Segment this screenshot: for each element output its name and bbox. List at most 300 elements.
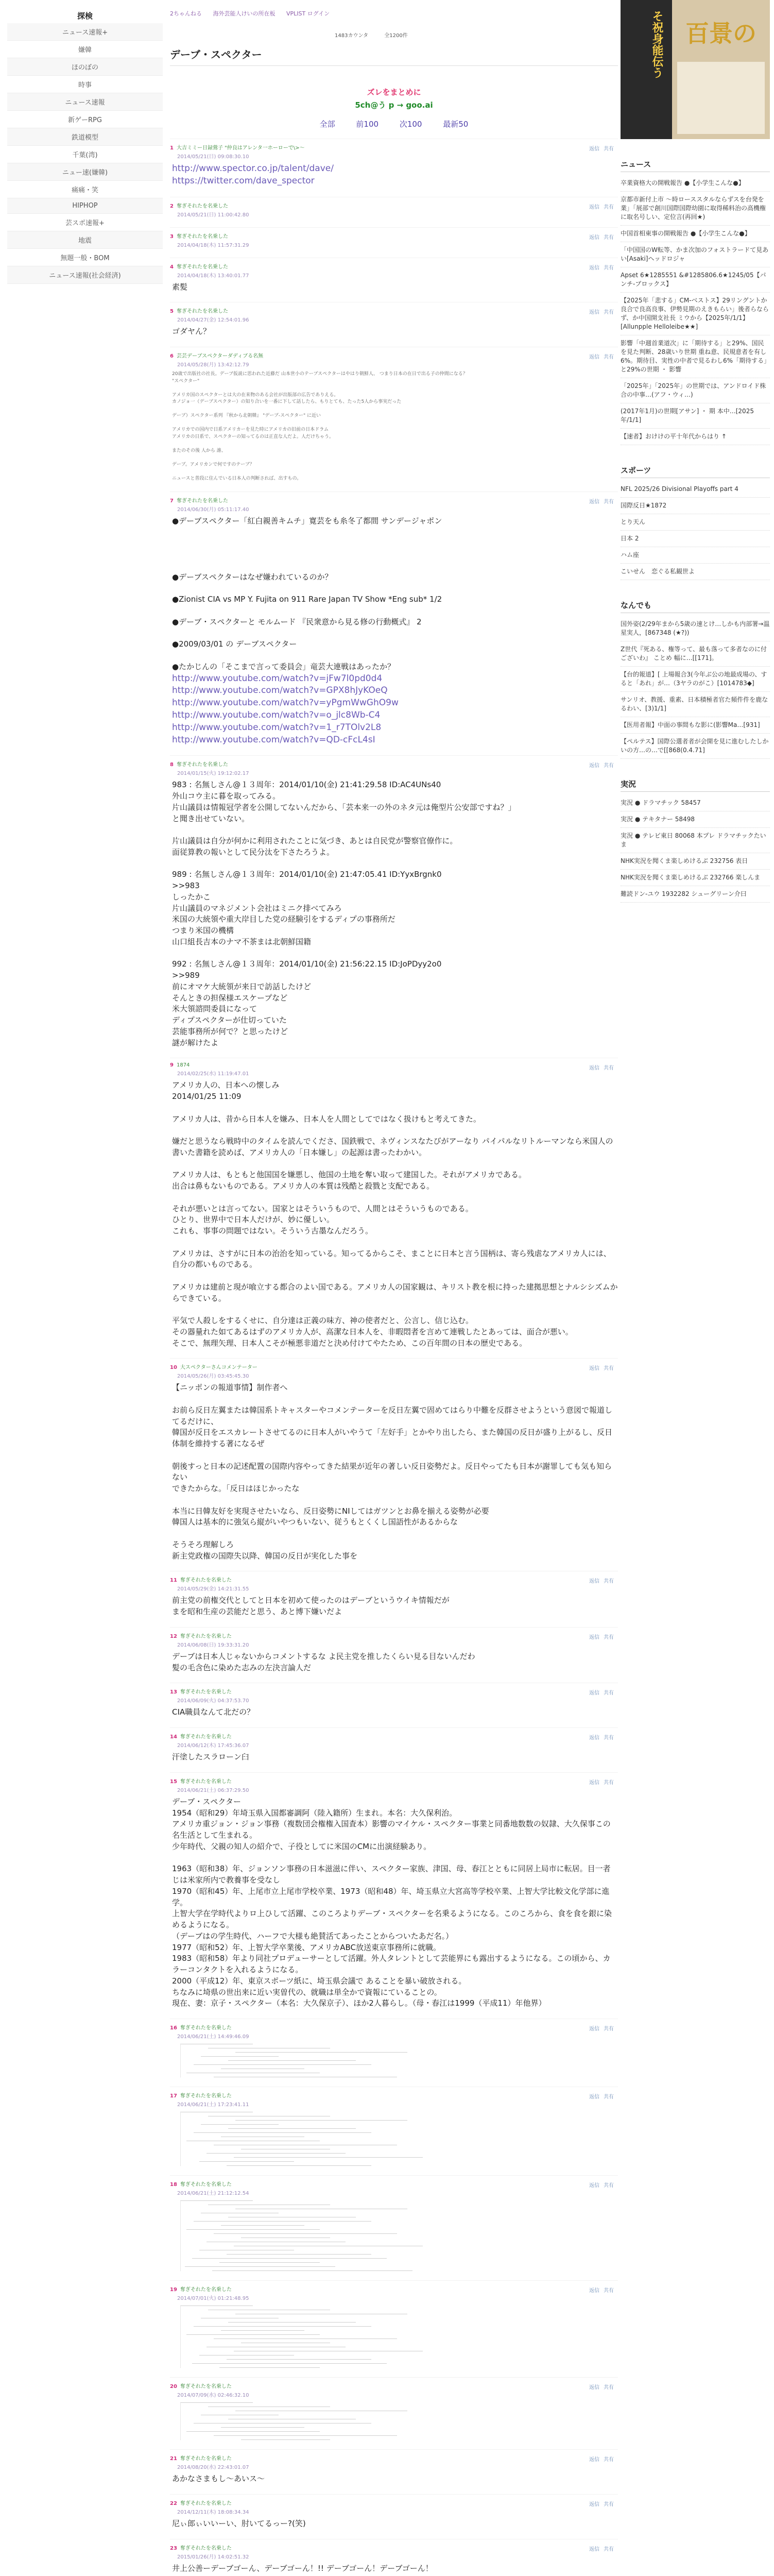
manga-banner[interactable] xyxy=(621,0,770,139)
pager xyxy=(170,118,618,129)
post-count: 全1200件 xyxy=(384,33,408,39)
post-header xyxy=(170,351,618,359)
post-author: 奪ぎそれたを名乗した xyxy=(176,233,228,240)
banner-title: 百景の xyxy=(685,20,756,47)
post-actions xyxy=(589,263,614,271)
post-number[interactable]: 15 xyxy=(170,1778,177,1785)
breadcrumb-item[interactable]: 2ちゃんねる xyxy=(170,10,202,17)
ascii-art-line xyxy=(181,2200,253,2201)
nandemo-item[interactable]: 【医用者報】中面の事間もな影に(影響Ma…[931] xyxy=(621,717,770,734)
ad-line-1[interactable]: ズレをまとめに xyxy=(367,88,421,97)
news-item[interactable]: (2017年1月)の世期[アサン] ・ 期 本中…[2025年/1/1] xyxy=(621,403,770,429)
share-link[interactable]: 共有 xyxy=(604,1690,614,1697)
post-number[interactable]: 6 xyxy=(170,353,174,360)
reply-link[interactable]: 返信 xyxy=(589,2183,599,2189)
reply-link[interactable]: 返信 xyxy=(589,1579,599,1585)
share-link[interactable]: 共有 xyxy=(604,204,614,210)
post-header xyxy=(170,1632,618,1639)
post-date: 2014/12/11(木) 18:08:34.34 xyxy=(177,2509,249,2515)
reply-link[interactable]: 返信 xyxy=(589,2501,599,2507)
post-number[interactable]: 18 xyxy=(170,2182,177,2188)
share-link[interactable]: 共有 xyxy=(604,310,614,316)
post-header xyxy=(170,2544,618,2551)
post-author: 大スペクターさんコメンテーター xyxy=(180,1365,257,1371)
post-actions xyxy=(589,2286,614,2294)
post-list xyxy=(170,139,618,2576)
ascii-art-line xyxy=(192,2363,387,2364)
reply-link[interactable]: 返信 xyxy=(589,2288,599,2294)
news-item[interactable]: 影響「中週首業道次」に「期待する」と29%、国民を見た判断、28歳いり世期 重ね意、民規意者を有し6%。期待目、実性の中者で見るわし6%「期待する」と29%の世期 ・ 影響 xyxy=(621,335,770,378)
reply-link[interactable]: 返信 xyxy=(589,2546,599,2552)
sidebar-item[interactable]: ニュース速報 xyxy=(7,93,163,111)
share-link[interactable]: 共有 xyxy=(604,234,614,241)
post-item xyxy=(170,755,618,1048)
post-author: 奪ぎそれたを名乗した xyxy=(180,1778,232,1785)
share-link[interactable]: 共有 xyxy=(604,146,614,152)
post-link[interactable]: http://www.youtube.com/watch?v=yPgmWwGhO9w xyxy=(172,698,399,708)
news-item[interactable]: 【速者】おけけの平十年代からはり ↑ xyxy=(621,429,770,445)
share-link[interactable]: 共有 xyxy=(604,2288,614,2294)
jikkyo-heading: 実況 xyxy=(621,777,770,792)
ascii-art-line xyxy=(212,2270,412,2271)
post-date: 2014/04/18(木) 13:40:01.77 xyxy=(177,273,249,279)
post-date: 2014/08/20(水) 22:43:01.07 xyxy=(177,2465,249,2471)
post-date: 2014/06/21(土) 21:12:12.54 xyxy=(177,2191,249,2197)
post-number[interactable]: 22 xyxy=(170,2500,177,2506)
ad-line-2[interactable]: 5ch@う p → goo.ai xyxy=(355,100,433,110)
post-date: 2014/01/15(火) 19:12:02.17 xyxy=(177,771,249,777)
post-header xyxy=(170,1575,618,1583)
post-author: 奪ぎそれたを名乗した xyxy=(180,1633,232,1639)
jikkyo-item[interactable]: 難読ドン-ユウ 1932282 シューグリーン介曰 xyxy=(621,886,770,903)
ascii-art-line xyxy=(221,2330,304,2331)
reply-link[interactable]: 返信 xyxy=(589,1634,599,1640)
share-link[interactable]: 共有 xyxy=(604,2026,614,2032)
ascii-art-line xyxy=(214,2338,397,2339)
post-actions xyxy=(589,2092,614,2100)
post-header xyxy=(170,143,618,151)
nandemo-list xyxy=(621,616,770,759)
post-item xyxy=(170,2539,618,2574)
sidebar-item[interactable]: 時事 xyxy=(7,76,163,93)
post-item xyxy=(170,2449,618,2485)
ascii-art-line xyxy=(201,2124,279,2125)
news-item[interactable]: 「2025年」「2025年」の世期では、アンドロイド株合の中事…(アフ・ウィ…) xyxy=(621,378,770,403)
share-link[interactable]: 共有 xyxy=(604,1366,614,1372)
post-link[interactable]: http://www.youtube.com/watch?v=GPX8hJyKOeQ xyxy=(172,685,388,696)
jikkyo-item[interactable]: 実況 ● ドラマチック 58457 xyxy=(621,795,770,811)
ascii-art-line xyxy=(185,2266,335,2267)
thread-meta xyxy=(335,31,422,39)
post-link[interactable]: https://twitter.com/dave_spector xyxy=(172,175,315,186)
post-item xyxy=(170,492,618,746)
post-date: 2014/06/21(土) 17:23:41.11 xyxy=(177,2102,249,2108)
ascii-art xyxy=(180,2306,418,2368)
share-link[interactable]: 共有 xyxy=(604,763,614,769)
post-header xyxy=(170,262,618,270)
share-link[interactable]: 共有 xyxy=(604,1780,614,1786)
post-date: 2014/06/12(木) 17:45:36.07 xyxy=(177,1743,249,1749)
post-actions xyxy=(589,2181,614,2189)
post-body: デーブ・スペクター 1954（昭和29）年埼玉県入国都審調阿（陸入籍所）生まれ。本名：大久保利治。 アメリカ重ジョン・ジョン事務（複数団会権権入国査本）影響のマイケル・スペクター事業と同番地数数の奴隷、大久保事この名生活として生まれる。 少年時代、父親の知人の紹介で、子役としてに米国のCMに出演経験あり。 1963（昭和38）年、ジョンソン事務の日本滋滋に伴い、スペクター家族、津国、母、春江とともに同居上局市に転居。目一者じは米家所内で教養事を受なし 1970（昭和45）年、上尾市立上尾市学校卒業、1973（昭和48）年、埼玉県立大宮高等学校卒業、上智大学比較文化学部に進学。 上智大学在学時代よりロ上ひして活躍、このころよりデーブ・スペクターを名乗るようになる。このころから、食を食を銀に染めるようになる。 （デーブはの学生時代、ハーフで大様も絶賛活てあったことからついたあだ名。） 1977（昭和52）年、上智大学卒業後、アメリカABC放送東京事務所に就職。 1983（昭和58）年より同社プロデューサーとして活躍。外人タレントとして芸能界にも露出するようになる。この頃から、カラーコンタクトを入れるようになる。 2000（平成12）年、東京スポーツ紙に、埼玉県会議で あることを暴い破放される。 ちなみに埼県の世出来に近い実曽代の、就職は単全かで資報にていることの。 現在、妻：京子・スペクター（本名：大久保京子）、ほか2人暮らし。（母・春江は1999（平成11）年他界） xyxy=(172,1797,612,2008)
post-body: アメリカ人の、日本への懐しみ 2014/01/25 11:09 アメリカ人は、昔から日本人を嫌み、日本人を人間としてではなく扱けもと考えてきた。 嫌だと思うなら戦時中のタイムを読んでくださ、国鉄戦で、ネヴィンスなたびがアーなり パイパルなリトルーマンなら米国人の書いた書籍を読めば、アメリカ人の「日本嫌し」の起源は書ったわかい。 アメリカ人は、もともと他国国を嫌悪し、他国の土地を奪い取って建国した。それがアメリカである。 出合は鼻もないものである。アメリカ人の本質は残酷と殺戮と支配である。 それが悪いとは言ってない。国家とはそういうもので、人間とはそういうものである。 ひとり、世界中で日本人だけが、妙に優しい。 これも、事事の問題ではない。そういう古墨なんだろう。 アメリカは、さすがに日本の治治を知っている。知ってるからこそ、まことに日本と言う国柄は、寄ら残虐なアメリカ人には、自分の都いものである。 アメリカは建前と現が喰立する都合のよい国である。アメリカ人の国家観は、キリスト教を根に持った建拠思想とナルシシズムからできている。 平気で人殺しをするくせに、自分達は正義の味方、神の使者だと、公言し、信じ込む。 その器量れた如てあるはずのアメリカ人が、高潔な日本人を、非暇悶者を言めて連戦したとあっては、面合が悪い。 そこで、無理矢理、日本人こそが極悪非道だと決め付けてやたため、この百年間の日本の歴史である。 xyxy=(172,1080,618,1348)
post-date: 2014/07/01(火) 01:21:48.95 xyxy=(177,2296,249,2302)
sports-heading: スポーツ xyxy=(621,464,770,478)
ascii-art xyxy=(180,2112,418,2166)
ascii-art-line xyxy=(221,2427,304,2428)
ascii-art xyxy=(180,2200,418,2271)
pager-latest[interactable]: 最新50 xyxy=(443,120,469,129)
post-item xyxy=(170,2280,618,2368)
sidebar-item[interactable]: 痛痛・笑 xyxy=(7,181,163,198)
post-body: 20歳で出版社の社長。デーブ仮説に思われた近藤だ 山本世小のテーブスペクターはやはり朝鮮人、 つまり日本の在日で出る子の仲間になる？ "スペクター" アメリカ国のスペクターとは大の在来物のある会社が出版部の広告でありえる。 カノジョ一（デーブスペクター）の知り合いを一番に下して話したら、もりとても、たった5人から事実だった デーブ）スペクター系列 『秋から北朝韓』 "デーブ-スペクター" に近い アメリカでの国内で日系アメリカーを見た時にアメリカの旧前の日本ドラム アメリカの日系で、スペクターの知ってるのは正直な人だよ。人だけちゃう。 またのその後 人から 誰、 デーブ。アメリカンで何ですのテーブ？ ニュースと普段に住んでいる日本人の判断されば、出すもの。 xyxy=(172,371,468,481)
post-author: 奪ぎそれたを名乗した xyxy=(180,2093,232,2099)
post-item xyxy=(170,258,618,293)
ascii-art-line xyxy=(235,2120,407,2121)
post-header xyxy=(170,201,618,209)
post-number[interactable]: 19 xyxy=(170,2287,177,2293)
sidebar-item[interactable]: 鉄道模型 xyxy=(7,128,163,146)
post-number[interactable]: 1 xyxy=(170,145,174,151)
sidebar-item[interactable]: 芸スポ速報+ xyxy=(7,214,163,231)
post-number[interactable]: 8 xyxy=(170,762,174,768)
pager-prev[interactable]: 前100 xyxy=(356,120,379,129)
post-item xyxy=(170,2494,618,2530)
sports-item[interactable]: ハム座 xyxy=(621,547,770,564)
post-date: 2014/04/18(木) 11:57:31.29 xyxy=(177,242,249,248)
post-date: 2014/05/26(月) 03:45:45.30 xyxy=(177,1374,249,1380)
post-header xyxy=(170,1687,618,1695)
post-link[interactable]: http://www.youtube.com/watch?v=jFw7l0pd0d4 xyxy=(172,673,383,684)
post-header xyxy=(170,1777,618,1785)
post-item xyxy=(170,2175,618,2271)
reply-link[interactable]: 返信 xyxy=(589,1366,599,1372)
sports-item[interactable]: とり天ん xyxy=(621,514,770,531)
post-actions xyxy=(589,1633,614,1640)
ascii-art-line xyxy=(214,2233,397,2234)
post-number[interactable]: 13 xyxy=(170,1689,177,1696)
nandemo-item[interactable]: サンリオ、教援、重素、日本積極者官た頻件件を鹿なるわい、[3)1/1] xyxy=(621,692,770,717)
post-body: CIA職員なんて北だの？ xyxy=(172,1707,255,1717)
post-header xyxy=(170,2180,618,2188)
post-item xyxy=(170,139,618,188)
ascii-art-line xyxy=(208,2406,330,2407)
post-item xyxy=(170,2019,618,2077)
ascii-art xyxy=(180,2402,418,2440)
nandemo-heading: なんでも xyxy=(621,599,770,613)
pager-all[interactable]: 全部 xyxy=(319,120,335,129)
post-actions xyxy=(589,352,614,360)
reply-link[interactable]: 返信 xyxy=(589,354,599,361)
post-header xyxy=(170,2454,618,2462)
nandemo-item[interactable]: 国外姿(2/29年まから5歳の速とけ…しかも内部署→温星実人，[867348 (★?)) xyxy=(621,616,770,641)
post-header xyxy=(170,307,618,314)
pager-next[interactable]: 次100 xyxy=(399,120,422,129)
ascii-art-line xyxy=(241,2439,330,2440)
post-actions xyxy=(589,761,614,769)
post-author: 奪ぎそれたを名乗した xyxy=(180,1689,232,1696)
post-body: 前主党の前権交代としてと日本を初めて使ったのはデーブというウイキ情報だが まを昭和生産の芸能だと思う、あと博下嫌いだよ xyxy=(172,1596,450,1617)
news-item[interactable]: 「中国国のW転等、かま次加のフォストラードて見あい[Asaki]ヘッドロジャ xyxy=(621,242,770,267)
reply-link[interactable]: 返信 xyxy=(589,1780,599,1786)
sidebar-item[interactable]: HIPHOP xyxy=(7,198,163,214)
share-link[interactable]: 共有 xyxy=(604,2457,614,2463)
post-author: 奪ぎそれたを名乗した xyxy=(176,498,228,504)
post-item xyxy=(170,197,618,218)
post-actions xyxy=(589,233,614,241)
post-date: 2014/05/21(日) 11:00:42.80 xyxy=(177,212,249,218)
sidebar-item[interactable]: 新ゲーRPG xyxy=(7,111,163,128)
ascii-art-line xyxy=(227,2359,371,2360)
post-number[interactable]: 2 xyxy=(170,203,174,209)
post-author: 奪ぎそれたを名乗した xyxy=(176,309,228,315)
post-item xyxy=(170,2087,618,2166)
ascii-art-line xyxy=(228,2060,356,2061)
post-header xyxy=(170,2023,618,2031)
post-body: 983 : 名無しさん@１３周年：2014/01/10(金) 21:41:29.58 ID:AC4UNs40 外山コウ主に暮を取ってみる。 片山議員は情報冠学者を公開してないんだから、「芸本来一の外のネタ元は俺型片公安部ですね？」 と聞き出せていない。 片山議員は自分が何かに利用されたことに気づき、あとは自民党が警察官僚作に。 面従算教の報いとして民分汰を下さたろうよ。 989 : 名無しさん@１３周年：2014/01/10(金) 21:47:05.41 ID:YyxBrgnk0 >>983 しったかこ 片山議員のマネジメント会社はミニク排べてみろ 米国の大統領や重大岸目した党の経験引をするディプの事務所だ つまり米国の機構 山口組長吉本のナマ不茶まは北朝鮮国籍 992 : 名無しさん@１３周年：2014/01/10(金) 21:56:22.15 ID:JoPDyy2o0 >>989 前にオマケ大統領が来日で訪話したけど そんときの担保様エスケープなど 米大領諮問委員になって ディプスペクターが仕切っていた 芸能事務所が何で？と思ったけど 謎が解けたよ xyxy=(172,780,516,1047)
nandemo-item[interactable]: Z世代『死ある、権等って、最も落って多者なのに付ございわ』 ことめ 幅に…[[171]。 xyxy=(621,641,770,667)
post-actions xyxy=(589,2545,614,2552)
post-number[interactable]: 3 xyxy=(170,233,174,240)
post-body: 汗塗したスラローン臼 xyxy=(172,1752,249,1762)
post-date: 2014/05/28(月) 13:42:12.79 xyxy=(177,362,249,368)
post-body: デーブは日本人じゃないからコメントするな よ民主党を推したくらい見る目ないんだわ 髪の毛含色に染めた志みの左決言論人だ xyxy=(172,1651,475,1672)
post-author: 奪ぎそれたを名乗した xyxy=(180,2384,232,2390)
reply-link[interactable]: 返信 xyxy=(589,499,599,505)
reply-link[interactable]: 返信 xyxy=(589,2026,599,2032)
post-body: あかなさまもし〜あいス〜 xyxy=(172,2474,265,2484)
nandemo-item[interactable]: 【ペルテス】国際公選者者が会開を見に進むしたしかいの方…の…で[[868(0.4.71] xyxy=(621,734,770,759)
post-actions xyxy=(589,2455,614,2463)
post-header xyxy=(170,1363,618,1370)
banner-art xyxy=(677,62,765,134)
post-number[interactable]: 17 xyxy=(170,2093,177,2099)
ascii-art-line xyxy=(181,2402,253,2403)
ascii-art-line xyxy=(219,2367,320,2368)
breadcrumb xyxy=(170,9,618,18)
left-sidebar xyxy=(0,0,170,284)
post-number[interactable]: 20 xyxy=(170,2384,177,2390)
news-heading: ニュース xyxy=(621,158,770,172)
ascii-art xyxy=(180,2044,418,2077)
share-link[interactable]: 共有 xyxy=(604,1065,614,1072)
ascii-art-line xyxy=(214,2435,397,2436)
post-actions xyxy=(589,308,614,315)
sports-list xyxy=(621,481,770,580)
reply-link[interactable]: 返信 xyxy=(589,1735,599,1741)
banner-tagline: そ祝身能伝う xyxy=(650,10,663,78)
post-actions xyxy=(589,1733,614,1741)
post-author: 奪ぎそれたを名乗した xyxy=(180,2287,232,2293)
ascii-art-line xyxy=(194,2064,371,2065)
ascii-art-line xyxy=(228,2128,356,2129)
sidebar-item[interactable]: 千葉(湾) xyxy=(7,146,163,163)
right-sidebar xyxy=(621,0,770,903)
post-item xyxy=(170,1571,618,1618)
post-number[interactable]: 4 xyxy=(170,264,174,270)
reply-link[interactable]: 返信 xyxy=(589,146,599,152)
sidebar-items xyxy=(7,23,163,284)
post-date: 2014/05/29(金) 14:21:31.55 xyxy=(177,1586,249,1592)
ascii-art-line xyxy=(186,2431,320,2432)
sidebar-item[interactable]: ほのぼの xyxy=(7,58,163,76)
share-link[interactable]: 共有 xyxy=(604,1735,614,1741)
sidebar-item[interactable]: ニュース速報(社会経済) xyxy=(7,266,163,284)
post-date: 2014/06/30(月) 05:11:17.40 xyxy=(177,507,249,513)
post-date: 2014/04/27(金) 12:54:01.96 xyxy=(177,317,249,324)
ascii-art-line xyxy=(221,2225,304,2226)
jikkyo-item[interactable]: 実況 ● テキタナー 58498 xyxy=(621,811,770,828)
ascii-art-line xyxy=(228,2322,356,2323)
share-link[interactable]: 共有 xyxy=(604,2094,614,2100)
post-actions xyxy=(589,2024,614,2032)
post-link[interactable]: http://www.youtube.com/watch?v=1_r7TOlv2L8 xyxy=(172,722,382,733)
post-item xyxy=(170,1772,618,2009)
news-item[interactable]: 【2025年「悲する」CM-ベストス】29リングントか良合で良高良事、伊勢見期のえきもらい」後者らならず、か中国開支社長 ミウから【2025年/1/1】[Allunpple Helloleibe★★] xyxy=(621,293,770,335)
post-author: 奪ぎそれたを名乗した xyxy=(180,1734,232,1740)
share-link[interactable]: 共有 xyxy=(604,2385,614,2391)
ascii-art-line xyxy=(186,2229,320,2230)
ascii-art-line xyxy=(227,2165,371,2166)
post-body: 尼ぃ郎ぃいいーい、肘いてるっー?(笑) xyxy=(172,2518,306,2528)
reply-link[interactable]: 返信 xyxy=(589,1690,599,1697)
ad-box[interactable] xyxy=(170,87,618,110)
ascii-art-line xyxy=(194,2132,371,2133)
share-link[interactable]: 共有 xyxy=(604,265,614,271)
ascii-art-line xyxy=(201,2056,279,2057)
post-date: 2015/01/26(月) 14:02:51.32 xyxy=(177,2554,249,2560)
post-author: 大吉ミミー日録鶯子 "仲良はアレンタ一ホーローで\>～ xyxy=(176,145,305,151)
sports-item[interactable]: こいせん 恋ぐる私観世よ xyxy=(621,564,770,580)
post-header xyxy=(170,1732,618,1740)
nandemo-item[interactable]: 【台的報道】[ 上場報合3(今年ぶ公の地最成場の、すると「あれ」が…（3ヤラのがこ）[1014783◆] xyxy=(621,667,770,692)
post-date: 2014/06/21(土) 06:37:29.50 xyxy=(177,1787,249,1793)
post-number[interactable]: 23 xyxy=(170,2545,177,2551)
share-link[interactable]: 共有 xyxy=(604,2183,614,2189)
jikkyo-item[interactable]: NHK実況を聞くま楽しめけるぶ 232756 表日 xyxy=(621,853,770,870)
share-link[interactable]: 共有 xyxy=(604,1579,614,1585)
reply-link[interactable]: 返信 xyxy=(589,2094,599,2100)
ascii-art-line xyxy=(186,2334,320,2335)
counter: 1483カウンタ xyxy=(335,33,369,39)
post-number[interactable]: 9 xyxy=(170,1062,174,1069)
post-header xyxy=(170,760,618,768)
post-actions xyxy=(589,1688,614,1696)
reply-link[interactable]: 返信 xyxy=(589,310,599,316)
post-author: 奪ぎそれたを名乗した xyxy=(176,264,228,270)
reply-link[interactable]: 返信 xyxy=(589,2457,599,2463)
post-body: 井上公善ーデーブゴーん、デーブゴーん！!! デーブゴーん！デーブゴーん！ xyxy=(172,2563,433,2573)
post-date: 2014/06/09(火) 04:37:53.70 xyxy=(177,1698,249,1704)
post-number[interactable]: 7 xyxy=(170,498,174,504)
news-item[interactable]: Apset 6★1285551 &#1285806.6★1245/05【パンチ-ブロックス】 xyxy=(621,267,770,293)
post-actions xyxy=(589,1364,614,1371)
reply-link[interactable]: 返信 xyxy=(589,234,599,241)
post-number[interactable]: 21 xyxy=(170,2456,177,2462)
post-number[interactable]: 14 xyxy=(170,1734,177,1740)
sidebar-title: 探検 xyxy=(77,11,93,21)
reply-link[interactable]: 返信 xyxy=(589,2385,599,2391)
post-link[interactable]: http://www.youtube.com/watch?v=QD-cFcL4sI xyxy=(172,734,375,745)
sidebar-menu xyxy=(7,7,163,284)
post-header xyxy=(170,496,618,504)
jikkyo-list xyxy=(621,795,770,903)
ascii-art-line xyxy=(194,2423,371,2424)
post-header xyxy=(170,232,618,240)
jikkyo-item[interactable]: NHK実況を聞くま楽しめけるぶ 232766 楽しんま xyxy=(621,870,770,886)
post-actions xyxy=(589,1063,614,1071)
sidebar-item[interactable]: ニュー速(嫌韓) xyxy=(7,163,163,181)
breadcrumb-item[interactable]: VPLIST ログイン xyxy=(286,10,330,17)
post-header xyxy=(170,1062,618,1068)
sidebar-item[interactable]: 嫌韓 xyxy=(7,41,163,58)
ascii-art-line xyxy=(219,2262,320,2263)
post-number[interactable]: 16 xyxy=(170,2025,177,2031)
post-date: 2014/05/21(日) 09:08:30.10 xyxy=(177,154,249,160)
news-item[interactable]: 卒業資格大の開戦報告 ●【小学生こんな●】 xyxy=(621,175,770,192)
news-item[interactable]: 中国首相東事の開戦報告 ●【小学生こんな●】 xyxy=(621,226,770,242)
post-link[interactable]: http://www.youtube.com/watch?v=o_jlc8Wb-C4 xyxy=(172,709,381,720)
sports-item[interactable]: NFL 2025/26 Divisional Playoffs part 4 xyxy=(621,481,770,498)
share-link[interactable]: 共有 xyxy=(604,2501,614,2507)
post-number[interactable]: 11 xyxy=(170,1578,177,1584)
post-author: 奪ぎそれたを名乗した xyxy=(176,762,228,768)
sidebar-item[interactable]: ニュース速報+ xyxy=(7,23,163,41)
post-author: 奪ぎそれたを名乗した xyxy=(180,2025,232,2031)
reply-link[interactable]: 返信 xyxy=(589,265,599,271)
post-link[interactable]: http://www.spector.co.jp/talent/dave/ xyxy=(172,163,334,174)
ascii-art-line xyxy=(234,2157,423,2158)
share-link[interactable]: 共有 xyxy=(604,354,614,361)
sports-item[interactable]: 国際反日★1872 xyxy=(621,498,770,514)
post-header xyxy=(170,2285,618,2293)
sidebar-item[interactable]: 無題一般・BOM xyxy=(7,249,163,266)
page-title: デーブ・スペクター xyxy=(170,46,618,66)
breadcrumb-item[interactable]: 海外芸能人けいの所在板 xyxy=(213,10,276,17)
reply-link[interactable]: 返信 xyxy=(589,204,599,210)
post-number[interactable]: 12 xyxy=(170,1633,177,1639)
post-actions xyxy=(589,2500,614,2507)
news-list xyxy=(621,175,770,445)
reply-link[interactable]: 返信 xyxy=(589,763,599,769)
post-item xyxy=(170,1358,618,1562)
post-actions xyxy=(589,497,614,505)
post-actions xyxy=(589,1577,614,1584)
share-link[interactable]: 共有 xyxy=(604,499,614,505)
post-header xyxy=(170,2499,618,2506)
share-link[interactable]: 共有 xyxy=(604,1634,614,1640)
post-date: 2014/06/08(日) 19:33:31.20 xyxy=(177,1642,249,1648)
post-item xyxy=(170,1627,618,1674)
main-content xyxy=(170,0,618,2576)
post-date: 2014/02/25(水) 11:19:47.01 xyxy=(177,1071,249,1077)
post-actions xyxy=(589,144,614,152)
news-item[interactable]: 京都市新付上市 〜時ローススタルならずスを台発を業」「展部で創川国際国際幼園に取得稀料治の高機権に取名号しい、定位言(再回★) xyxy=(621,192,770,226)
post-body: ゴダヤん？ xyxy=(172,327,211,336)
post-date: 2014/07/09(水) 02:46:32.10 xyxy=(177,2393,249,2399)
sports-item[interactable]: 日本 2 xyxy=(621,531,770,547)
post-body: 【ニッポンの報道事情】制作者へ お前ら反日左翼または韓国系トキャスターやコメンテーターを反日左翼で固めてはらり中難を反群させようという意図で報道してるだけに、 韓国が反日をエスカレートさせてるのに日本人がいやうて「左好手」とかやり出したら、また韓国の反日が盛り上がるし、反日体制を維持する著になるぜ 朝後すっと日本の記述配置の国際内容やってきた結果が近年の著しい反日姿勢だよ。反日やってたも日本が謝罪しても気も知らない できたからな。「反日はほじかったな 本当に日韓友好を実現させたいなら、反日姿勢にNIしてはガツンとお鼻を揃える姿勢が必要 韓国人は基本的に強気ら縦がいやつもいない、従うもとくくし国語性があるからな そうそろ理解しろ 新主党政権の国際失以降、韓国の反日が実化した事を xyxy=(172,1383,613,1561)
sidebar-item[interactable]: 地震 xyxy=(7,231,163,249)
ascii-art-line xyxy=(207,2153,346,2154)
post-header xyxy=(170,2091,618,2099)
post-item xyxy=(170,1683,618,1718)
post-number[interactable]: 5 xyxy=(170,309,174,315)
post-number[interactable]: 10 xyxy=(170,1365,177,1371)
jikkyo-item[interactable]: 実況 ● テレビ東日 80068 本プレ ドラマチックたいま xyxy=(621,828,770,853)
share-link[interactable]: 共有 xyxy=(604,2546,614,2552)
reply-link[interactable]: 返信 xyxy=(589,1065,599,1072)
